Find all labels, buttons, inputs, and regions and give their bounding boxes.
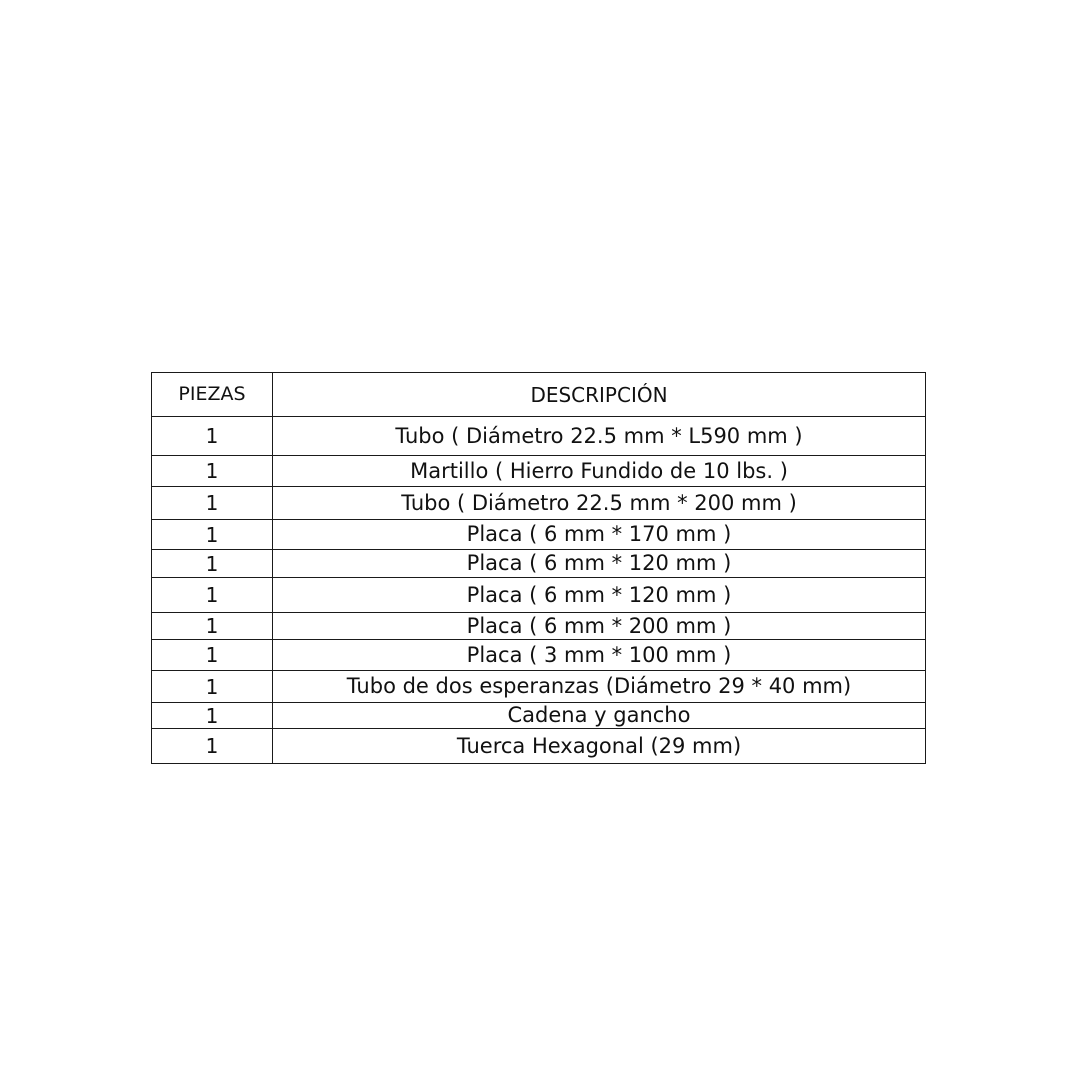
table-row [152,613,926,640]
description-cell: Placa ( 6 mm * 120 mm ) [273,550,926,578]
quantity-cell: 1 [152,703,273,729]
quantity-cell: 1 [152,417,273,456]
description-cell: Placa ( 6 mm * 170 mm ) [273,520,926,550]
table-row [152,417,926,456]
table-row [152,550,926,578]
quantity-cell: 1 [152,578,273,613]
description-cell: Placa ( 6 mm * 200 mm ) [273,613,926,640]
quantity-cell: 1 [152,729,273,764]
table-row [152,487,926,520]
quantity-cell: 1 [152,671,273,703]
table-row [152,671,926,703]
description-cell: Cadena y gancho [273,703,926,729]
quantity-column-header: PIEZAS [152,373,273,417]
quantity-cell: 1 [152,520,273,550]
description-cell: Placa ( 3 mm * 100 mm ) [273,640,926,671]
table-row [152,640,926,671]
table-row [152,703,926,729]
parts-list-container [151,372,925,764]
description-cell: Tubo ( Diámetro 22.5 mm * 200 mm ) [273,487,926,520]
quantity-cell: 1 [152,550,273,578]
description-column-header: DESCRIPCIÓN [273,373,926,417]
table-row [152,729,926,764]
table-row [152,520,926,550]
description-cell: Tubo ( Diámetro 22.5 mm * L590 mm ) [273,417,926,456]
description-cell: Martillo ( Hierro Fundido de 10 lbs. ) [273,456,926,487]
quantity-cell: 1 [152,487,273,520]
parts-table [151,372,926,764]
quantity-cell: 1 [152,613,273,640]
description-cell: Tubo de dos esperanzas (Diámetro 29 * 40 mm) [273,671,926,703]
quantity-cell: 1 [152,640,273,671]
description-cell: Tuerca Hexagonal (29 mm) [273,729,926,764]
quantity-cell: 1 [152,456,273,487]
table-row [152,456,926,487]
table-row [152,578,926,613]
table-header-row [152,373,926,417]
description-cell: Placa ( 6 mm * 120 mm ) [273,578,926,613]
